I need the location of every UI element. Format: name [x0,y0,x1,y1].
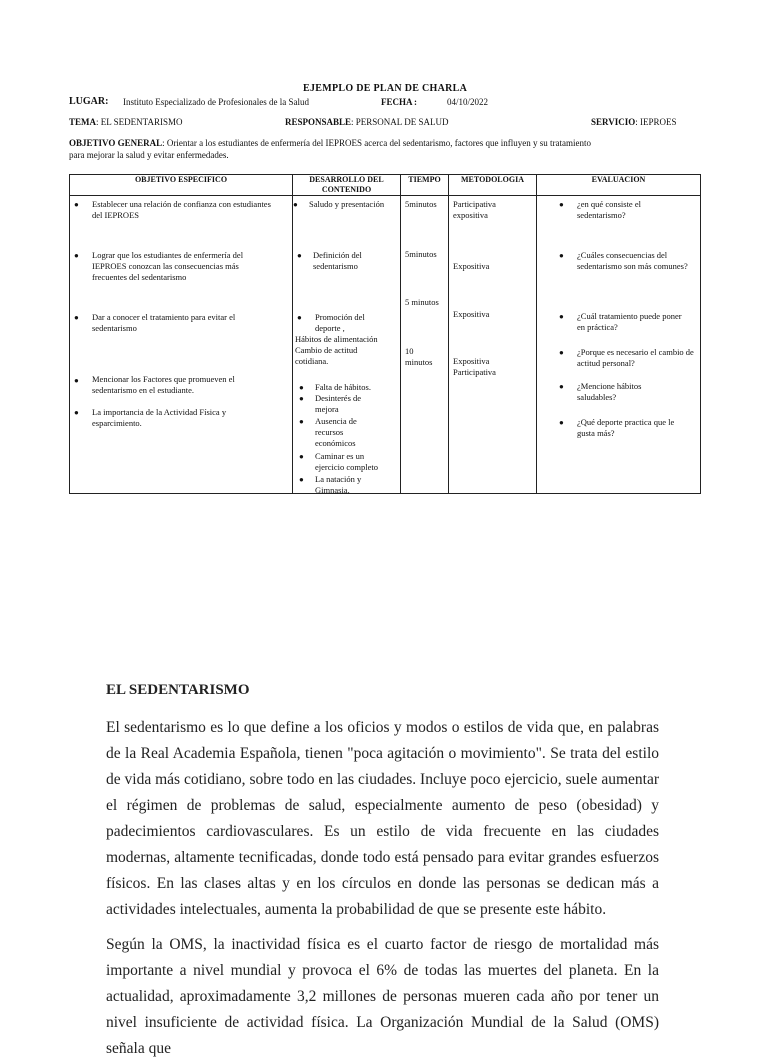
desarrollo-item: Definición del sedentarismo [313,250,362,271]
bullet-icon: ● [559,251,564,260]
desarrollo-list-item: Falta de hábitos. [315,382,371,392]
essay-heading: EL SEDENTARISMO [106,682,250,698]
bullet-icon: ● [299,417,304,426]
table-header-row [70,175,701,196]
objetivo-general [69,138,709,149]
desarrollo-plain: Hábitos de alimentación [295,334,378,344]
metodologia-value: Expositiva [453,261,490,271]
plan-table [69,174,701,494]
bullet-icon: ● [297,251,302,260]
objetivo-line1: : Orientar a los estudiantes de enfermería del IEPROES acerca del sedentarismo, factores que influyen y su tratamiento [162,138,591,148]
col-header-objetivo: OBJETIVO ESPECIFICO [70,175,293,196]
objetivo-item: Establecer una relación de confianza con estudiantes del IEPROES [92,199,271,220]
tema-label: TEMA [69,117,96,127]
bullet-icon: ● [74,376,79,385]
metodologia-value: Expositiva [453,309,490,319]
evaluacion-item: ¿Cuál tratamiento puede poner en práctica? [577,311,682,332]
bullet-icon: ● [559,200,564,209]
desarrollo-plain: Cambio de actitud cotidiana. [295,345,358,366]
cell-objetivos [70,196,293,494]
bullet-icon: ● [559,312,564,321]
evaluacion-item: ¿Cuáles consecuencias del sedentarismo son más comunes? [577,250,688,271]
evaluacion-item: ¿Porque es necesario el cambio de actitud personal? [577,347,694,368]
col-header-desarrollo: DESARROLLO DEL CONTENIDO [293,175,401,196]
bullet-icon: ● [74,200,79,209]
desarrollo-item: Promoción del deporte , [315,312,365,333]
evaluacion-item: ¿Qué deporte practica que le gusta más? [577,417,675,438]
objetivo-item: Mencionar los Factores que promueven el sedentarismo en el estudiante. [92,374,235,395]
bullet-icon: ● [74,251,79,260]
bullet-icon: ● [74,313,79,322]
fecha-label: FECHA [381,97,413,107]
bullet-icon: ● [559,348,564,357]
bullet-icon: ● [299,383,304,392]
fecha-colon: : [414,97,417,107]
objetivo-item: Lograr que los estudiantes de enfermería del IEPROES conozcan las consecuencias más frecuentes del sedentarismo [92,250,244,282]
responsable-label: RESPONSABLE [285,117,352,127]
servicio-value: : IEPROES [635,117,677,127]
col-header-metodologia: METODOLOGIA [449,175,537,196]
objetivo-label: OBJETIVO GENERAL [69,138,163,148]
cell-metodologia [449,196,537,494]
objetivo-item: Dar a conocer el tratamiento para evitar el sedentarismo [92,312,236,333]
tema-value: : EL SEDENTARISMO [96,117,183,127]
col-header-evaluacion: EVALUACION [537,175,701,196]
desarrollo-item: Saludo y presentación [309,199,385,209]
evaluacion-item: ¿Mencione hábitos saludables? [577,381,642,402]
essay-paragraph-2 [106,932,659,1062]
desarrollo-list-item: Ausencia de recursos económicos [315,416,357,448]
bullet-icon: ● [297,313,302,322]
bullet-icon: ● [299,475,304,484]
lugar-value: Instituto Especializado de Profesionales de la Salud [123,97,309,107]
servicio-line [591,117,676,128]
servicio-label: SERVICIO [591,117,636,127]
tiempo-value: 5minutos [405,199,437,209]
tiempo-value: 10 minutos [405,346,433,367]
tema-line [69,117,182,128]
bullet-icon: ● [74,408,79,417]
essay-p1-text: El sedentarismo es lo que define a los oficios y modos o estilos de vida que, en palabras de la Real Academia Española, tienen "poca agitación o movimiento". Se trata del estilo de vida más cotidiano, sobre todo en las ciudades. Incluye poco ejercicio, suele aumentar el régimen de problemas de salud, especialmente aumento de peso (obesidad) y padecimientos cardiovasculares. Es un estilo de vida frecuente en las ciudades modernas, altamente tecnificadas, donde todo está pensado para evitar grandes esfuerzos físicos. En las clases altas y en los círculos en donde las personas se dedican más a actividades intelectuales, aumenta la probabilidad de que se presente este hábito. [106,719,659,918]
cell-evaluacion [537,196,701,494]
essay-paragraph-1 [106,715,659,923]
evaluacion-item: ¿en qué consiste el sedentarismo? [577,199,641,220]
tiempo-value: 5 minutos [405,297,439,307]
cell-desarrollo [293,196,401,494]
objetivo-item: La importancia de la Actividad Física y esparcimiento. [92,407,227,428]
desarrollo-list-item: Desinterés de mejora [315,393,362,414]
lugar-label: LUGAR: [69,96,109,107]
metodologia-value: Participativa expositiva [453,199,496,220]
essay-p2-text: Según la OMS, la inactividad física es el cuarto factor de riesgo de mortalidad más importante a nivel mundial y provoca el 6% de todas las muertes del planeta. En la actualidad, aproximadamente 3,2 millones de personas mueren cada año por tener un nivel insuficiente de actividad física. La Organización Mundial de la Salud (OMS) señala que [106,936,659,1057]
bullet-icon: ● [293,200,298,209]
bullet-icon: ● [299,452,304,461]
responsable-line [285,117,448,128]
desarrollo-list-item: Caminar es un ejercicio completo [315,451,379,472]
responsable-value: : PERSONAL DE SALUD [351,117,449,127]
table-body-row [70,196,701,494]
desarrollo-list-item: La natación y Gimnasia. [315,474,362,495]
bullet-icon: ● [559,418,564,427]
cell-tiempo [401,196,449,494]
tiempo-value: 5minutos [405,249,437,259]
page-title: EJEMPLO DE PLAN DE CHARLA [303,83,468,94]
col-header-tiempo: TIEMPO [401,175,449,196]
metodologia-value: Expositiva Participativa [453,356,496,377]
bullet-icon: ● [299,394,304,403]
bullet-icon: ● [559,382,564,391]
objetivo-line2: para mejorar la salud y evitar enfermedades. [69,150,229,160]
fecha-value: 04/10/2022 [447,97,489,107]
